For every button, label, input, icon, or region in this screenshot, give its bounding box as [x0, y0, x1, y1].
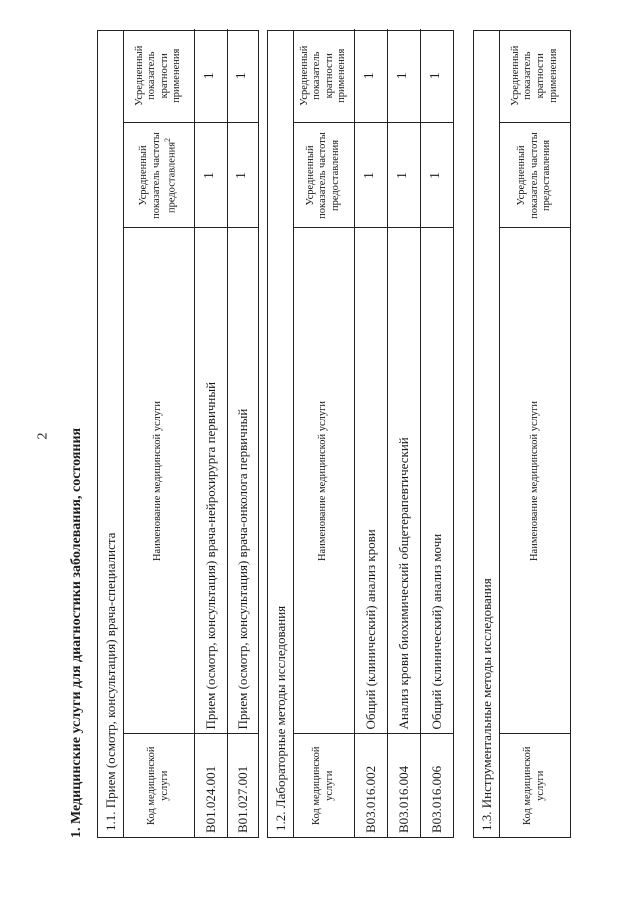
header-multiplicity: Усредненный показатель кратности применения — [500, 29, 570, 123]
table-row — [420, 29, 453, 837]
block-title: 1.1. Прием (осмотр, консультация) врача-специалиста — [98, 31, 124, 837]
service-name: Прием (осмотр, консультация) врача-онколога первичный — [227, 228, 258, 734]
block-title: 1.2. Лабораторные методы исследования — [268, 31, 294, 837]
table-header-row — [294, 29, 354, 837]
services-table — [500, 29, 570, 837]
service-code: B03.016.002 — [354, 734, 387, 837]
header-multiplicity: Усредненный показатель кратности применения — [124, 29, 194, 123]
service-frequency: 1 — [354, 123, 387, 228]
service-multiplicity: 1 — [227, 29, 258, 123]
service-frequency: 1 — [194, 123, 227, 228]
service-multiplicity: 1 — [354, 29, 387, 123]
table-row — [387, 29, 420, 837]
footnote-mark: 2 — [163, 137, 173, 142]
service-name: Общий (клинический) анализ мочи — [420, 228, 453, 734]
service-code: B03.016.004 — [387, 734, 420, 837]
header-code: Код медицинской услуги — [294, 734, 354, 837]
table-row — [354, 29, 387, 837]
header-frequency: Усредненный показатель частоты предоставления$^2$ — [124, 123, 194, 228]
table-header-row — [124, 29, 194, 837]
service-code: B03.016.006 — [420, 734, 453, 837]
header-frequency: Усредненный показатель частоты предоставления — [500, 123, 570, 228]
block-laboratory-methods — [267, 30, 454, 838]
service-multiplicity: 1 — [387, 29, 420, 123]
services-table — [124, 29, 258, 837]
service-frequency: 1 — [387, 123, 420, 228]
service-multiplicity: 1 — [420, 29, 453, 123]
rotated-page-content — [68, 30, 572, 838]
service-name: Общий (клинический) анализ крови — [354, 228, 387, 734]
service-multiplicity: 1 — [194, 29, 227, 123]
header-multiplicity: Усредненный показатель кратности применения — [294, 29, 354, 123]
table-row — [194, 29, 227, 837]
service-name: Прием (осмотр, консультация) врача-нейрохирурга первичный — [194, 228, 227, 734]
block-instrumental-methods — [473, 30, 571, 838]
service-code: B01.027.001 — [227, 734, 258, 837]
service-frequency: 1 — [227, 123, 258, 228]
header-name: Наименование медицинской услуги — [124, 228, 194, 734]
header-code: Код медицинской услуги — [124, 734, 194, 837]
table-row — [227, 29, 258, 837]
service-code: B01.024.001 — [194, 734, 227, 837]
service-frequency: 1 — [420, 123, 453, 228]
header-code: Код медицинской услуги — [500, 734, 570, 837]
services-table — [294, 29, 453, 837]
table-header-row — [500, 29, 570, 837]
service-name: Анализ крови биохимический общетерапевтический — [387, 228, 420, 734]
page-number: 2 — [35, 432, 51, 440]
header-name: Наименование медицинской услуги — [294, 228, 354, 734]
header-frequency: Усредненный показатель частоты предоставления — [294, 123, 354, 228]
block-title: 1.3. Инструментальные методы исследования — [474, 31, 500, 837]
block-specialist-consultation — [97, 30, 259, 838]
section-heading: 1. Медицинские услуги для диагностики заболевания, состояния — [69, 427, 84, 838]
header-name: Наименование медицинской услуги — [500, 228, 570, 734]
